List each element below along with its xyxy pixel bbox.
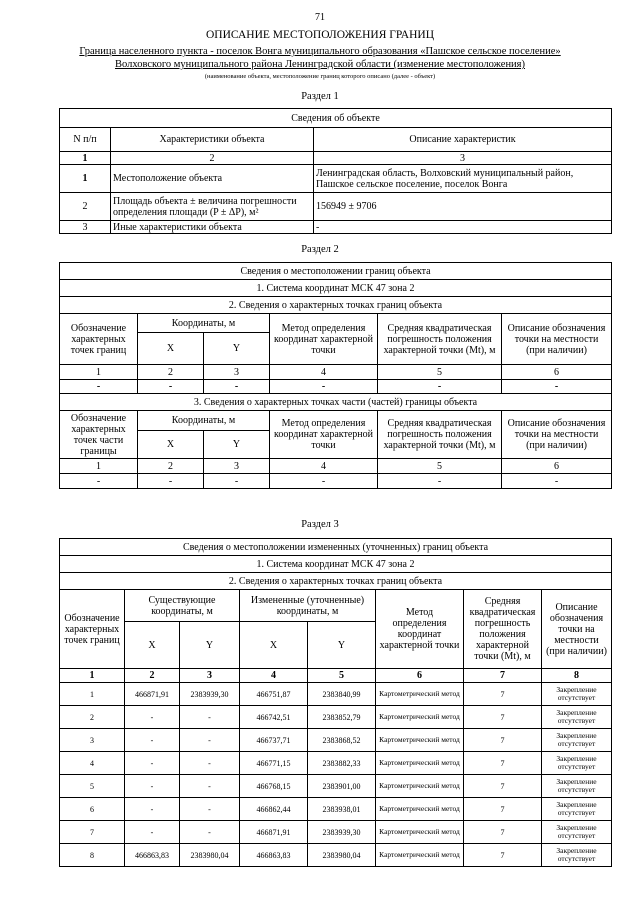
existing-y: - (180, 752, 240, 775)
column-number: 5 (378, 365, 502, 380)
existing-y: 2383939,30 (180, 683, 240, 706)
point-number: 6 (60, 798, 125, 821)
column-number: 4 (240, 669, 308, 683)
table-row (60, 775, 612, 798)
header-cell: Метод определения координат характерной точки (376, 590, 464, 669)
column-number: 1 (60, 365, 138, 380)
new-y: 2383840,99 (308, 683, 376, 706)
method-cell: Картометрический метод (376, 729, 464, 752)
existing-x: - (125, 706, 180, 729)
new-x: 466863,83 (240, 844, 308, 867)
existing-x: - (125, 821, 180, 844)
header-cell: Существующие координаты, м (125, 590, 240, 622)
section-2-label: Раздел 2 (301, 244, 339, 255)
new-x: 466862,44 (240, 798, 308, 821)
empty-cell: - (204, 474, 270, 489)
column-number: 4 (270, 365, 378, 380)
table-row (60, 821, 612, 844)
characteristic-name: Площадь объекта ± величина погрешности определения площади (P ± ΔP), м² (111, 193, 314, 221)
table-row (60, 729, 612, 752)
new-x: 466742,51 (240, 706, 308, 729)
empty-cell: - (502, 380, 612, 394)
description-cell: Закрепление отсутствует (542, 752, 612, 775)
column-number: 2 (111, 152, 314, 165)
header-cell: Y (204, 333, 270, 365)
row-number: 3 (60, 221, 111, 234)
table-row (60, 752, 612, 775)
existing-y: - (180, 729, 240, 752)
existing-y: - (180, 706, 240, 729)
column-number: 4 (270, 459, 378, 474)
existing-x: 466863,83 (125, 844, 180, 867)
column-number: 3 (180, 669, 240, 683)
header-cell: Описание обозначения точки на местности (при наличии) (502, 314, 612, 365)
empty-cell: - (138, 474, 204, 489)
column-number: 6 (502, 365, 612, 380)
new-x: 466751,87 (240, 683, 308, 706)
error-cell: 7 (464, 775, 542, 798)
header-cell: Координаты, м (138, 411, 270, 431)
existing-x: - (125, 798, 180, 821)
point-number: 7 (60, 821, 125, 844)
new-x: 466871,91 (240, 821, 308, 844)
existing-x: - (125, 729, 180, 752)
error-cell: 7 (464, 752, 542, 775)
header-cell: Средняя квадратическая погрешность положения характерной точки (Mt), м (378, 411, 502, 459)
column-number: 6 (502, 459, 612, 474)
table-heading: Сведения о местоположении измененных (уточненных) границ объекта (60, 539, 612, 556)
error-cell: 7 (464, 798, 542, 821)
empty-cell: - (270, 474, 378, 489)
existing-x: - (125, 775, 180, 798)
new-x: 466771,15 (240, 752, 308, 775)
point-number: 2 (60, 706, 125, 729)
column-number: 3 (314, 152, 612, 165)
header-cell: Метод определения координат характерной точки (270, 314, 378, 365)
new-y: 2383868,52 (308, 729, 376, 752)
description-cell: Закрепление отсутствует (542, 775, 612, 798)
new-y: 2383901,00 (308, 775, 376, 798)
method-cell: Картометрический метод (376, 844, 464, 867)
subsection-heading: 2. Сведения о характерных точках границ объекта (60, 573, 612, 590)
empty-cell: - (378, 380, 502, 394)
subsection-heading: 3. Сведения о характерных точках части (частей) границы объекта (60, 394, 612, 411)
empty-cell: - (60, 380, 138, 394)
column-number: 6 (376, 669, 464, 683)
new-y: 2383882,33 (308, 752, 376, 775)
empty-cell: - (60, 474, 138, 489)
header-cell: Y (180, 622, 240, 669)
column-number: 2 (125, 669, 180, 683)
boundary-location-table (59, 262, 612, 489)
existing-y: - (180, 821, 240, 844)
table-heading: Сведения об объекте (60, 109, 612, 128)
description-cell: Закрепление отсутствует (542, 844, 612, 867)
new-y: 2383980,04 (308, 844, 376, 867)
description-cell: Закрепление отсутствует (542, 821, 612, 844)
characteristic-value: 156949 ± 9706 (314, 193, 612, 221)
header-cell: X (240, 622, 308, 669)
column-number: 5 (308, 669, 376, 683)
characteristic-name: Местоположение объекта (111, 165, 314, 193)
header-cell: Обозначение характерных точек части границы (60, 411, 138, 459)
new-y: 2383938,01 (308, 798, 376, 821)
header-cell: X (125, 622, 180, 669)
object-info-table (59, 108, 612, 234)
subsection-heading: 2. Сведения о характерных точках границ объекта (60, 297, 612, 314)
method-cell: Картометрический метод (376, 798, 464, 821)
existing-x: - (125, 752, 180, 775)
point-number: 4 (60, 752, 125, 775)
table-heading: Сведения о местоположении границ объекта (60, 263, 612, 280)
row-number: 1 (60, 165, 111, 193)
header-cell: Средняя квадратическая погрешность положения характерной точки (Mt), м (378, 314, 502, 365)
error-cell: 7 (464, 683, 542, 706)
section-3-label: Раздел 3 (301, 519, 339, 530)
column-number: 1 (60, 152, 111, 165)
row-number: 2 (60, 193, 111, 221)
new-y: 2383852,79 (308, 706, 376, 729)
header-cell: Описание характеристик (314, 128, 612, 152)
new-x: 466768,15 (240, 775, 308, 798)
description-cell: Закрепление отсутствует (542, 706, 612, 729)
empty-cell: - (204, 380, 270, 394)
characteristic-value: - (314, 221, 612, 234)
table-row (60, 844, 612, 867)
document-title: ОПИСАНИЕ МЕСТОПОЛОЖЕНИЯ ГРАНИЦ (205, 29, 435, 41)
table-row (60, 706, 612, 729)
header-cell: Y (204, 431, 270, 459)
table-row (60, 798, 612, 821)
empty-cell: - (378, 474, 502, 489)
characteristic-value: Ленинградская область, Волховский муниципальный район, Пашское сельское поселение, поселок Вонга (314, 165, 612, 193)
column-number: 2 (138, 365, 204, 380)
column-number: 5 (378, 459, 502, 474)
empty-cell: - (270, 380, 378, 394)
characteristic-name: Иные характеристики объекта (111, 221, 314, 234)
existing-y: - (180, 798, 240, 821)
method-cell: Картометрический метод (376, 775, 464, 798)
header-cell: X (138, 333, 204, 365)
column-number: 8 (542, 669, 612, 683)
header-cell: X (138, 431, 204, 459)
subtitle-line-2: Волховского муниципального района Ленинградской области (изменение местоположения) (114, 59, 526, 70)
header-cell: Y (308, 622, 376, 669)
coordinate-system: 1. Система координат МСК 47 зона 2 (60, 280, 612, 297)
existing-y: 2383980,04 (180, 844, 240, 867)
header-cell: Средняя квадратическая погрешность положения характерной точки (Mt), м (464, 590, 542, 669)
method-cell: Картометрический метод (376, 683, 464, 706)
description-cell: Закрепление отсутствует (542, 798, 612, 821)
column-number: 2 (138, 459, 204, 474)
header-cell: Координаты, м (138, 314, 270, 333)
column-number: 1 (60, 669, 125, 683)
column-number: 3 (204, 459, 270, 474)
error-cell: 7 (464, 729, 542, 752)
empty-cell: - (502, 474, 612, 489)
error-cell: 7 (464, 844, 542, 867)
new-y: 2383939,30 (308, 821, 376, 844)
point-number: 3 (60, 729, 125, 752)
description-cell: Закрепление отсутствует (542, 683, 612, 706)
header-cell: Описание обозначения точки на местности (при наличии) (542, 590, 612, 669)
header-cell: Обозначение характерных точек границ (60, 314, 138, 365)
method-cell: Картометрический метод (376, 821, 464, 844)
existing-x: 466871,91 (125, 683, 180, 706)
existing-y: - (180, 775, 240, 798)
header-cell: Описание обозначения точки на местности (при наличии) (502, 411, 612, 459)
method-cell: Картометрический метод (376, 706, 464, 729)
point-number: 5 (60, 775, 125, 798)
error-cell: 7 (464, 821, 542, 844)
point-number: 1 (60, 683, 125, 706)
header-cell: Измененные (уточненные) координаты, м (240, 590, 376, 622)
new-x: 466737,71 (240, 729, 308, 752)
column-number: 7 (464, 669, 542, 683)
page-number: 71 (315, 12, 325, 23)
subtitle-note: (наименование объекта, местоположение границ которого описано (далее - объект) (204, 73, 436, 80)
header-cell: Характеристики объекта (111, 128, 314, 152)
header-cell: N п/п (60, 128, 111, 152)
description-cell: Закрепление отсутствует (542, 729, 612, 752)
subtitle-line-1: Граница населенного пункта - поселок Вонга муниципального образования «Пашское сельское поселение» (79, 46, 561, 57)
section-1-label: Раздел 1 (301, 91, 339, 102)
column-number: 1 (60, 459, 138, 474)
column-number: 3 (204, 365, 270, 380)
table-row (60, 683, 612, 706)
changed-boundaries-table (59, 538, 612, 867)
coordinate-system: 1. Система координат МСК 47 зона 2 (60, 556, 612, 573)
header-cell: Обозначение характерных точек границ (60, 590, 125, 669)
header-cell: Метод определения координат характерной точки (270, 411, 378, 459)
point-number: 8 (60, 844, 125, 867)
empty-cell: - (138, 380, 204, 394)
method-cell: Картометрический метод (376, 752, 464, 775)
error-cell: 7 (464, 706, 542, 729)
